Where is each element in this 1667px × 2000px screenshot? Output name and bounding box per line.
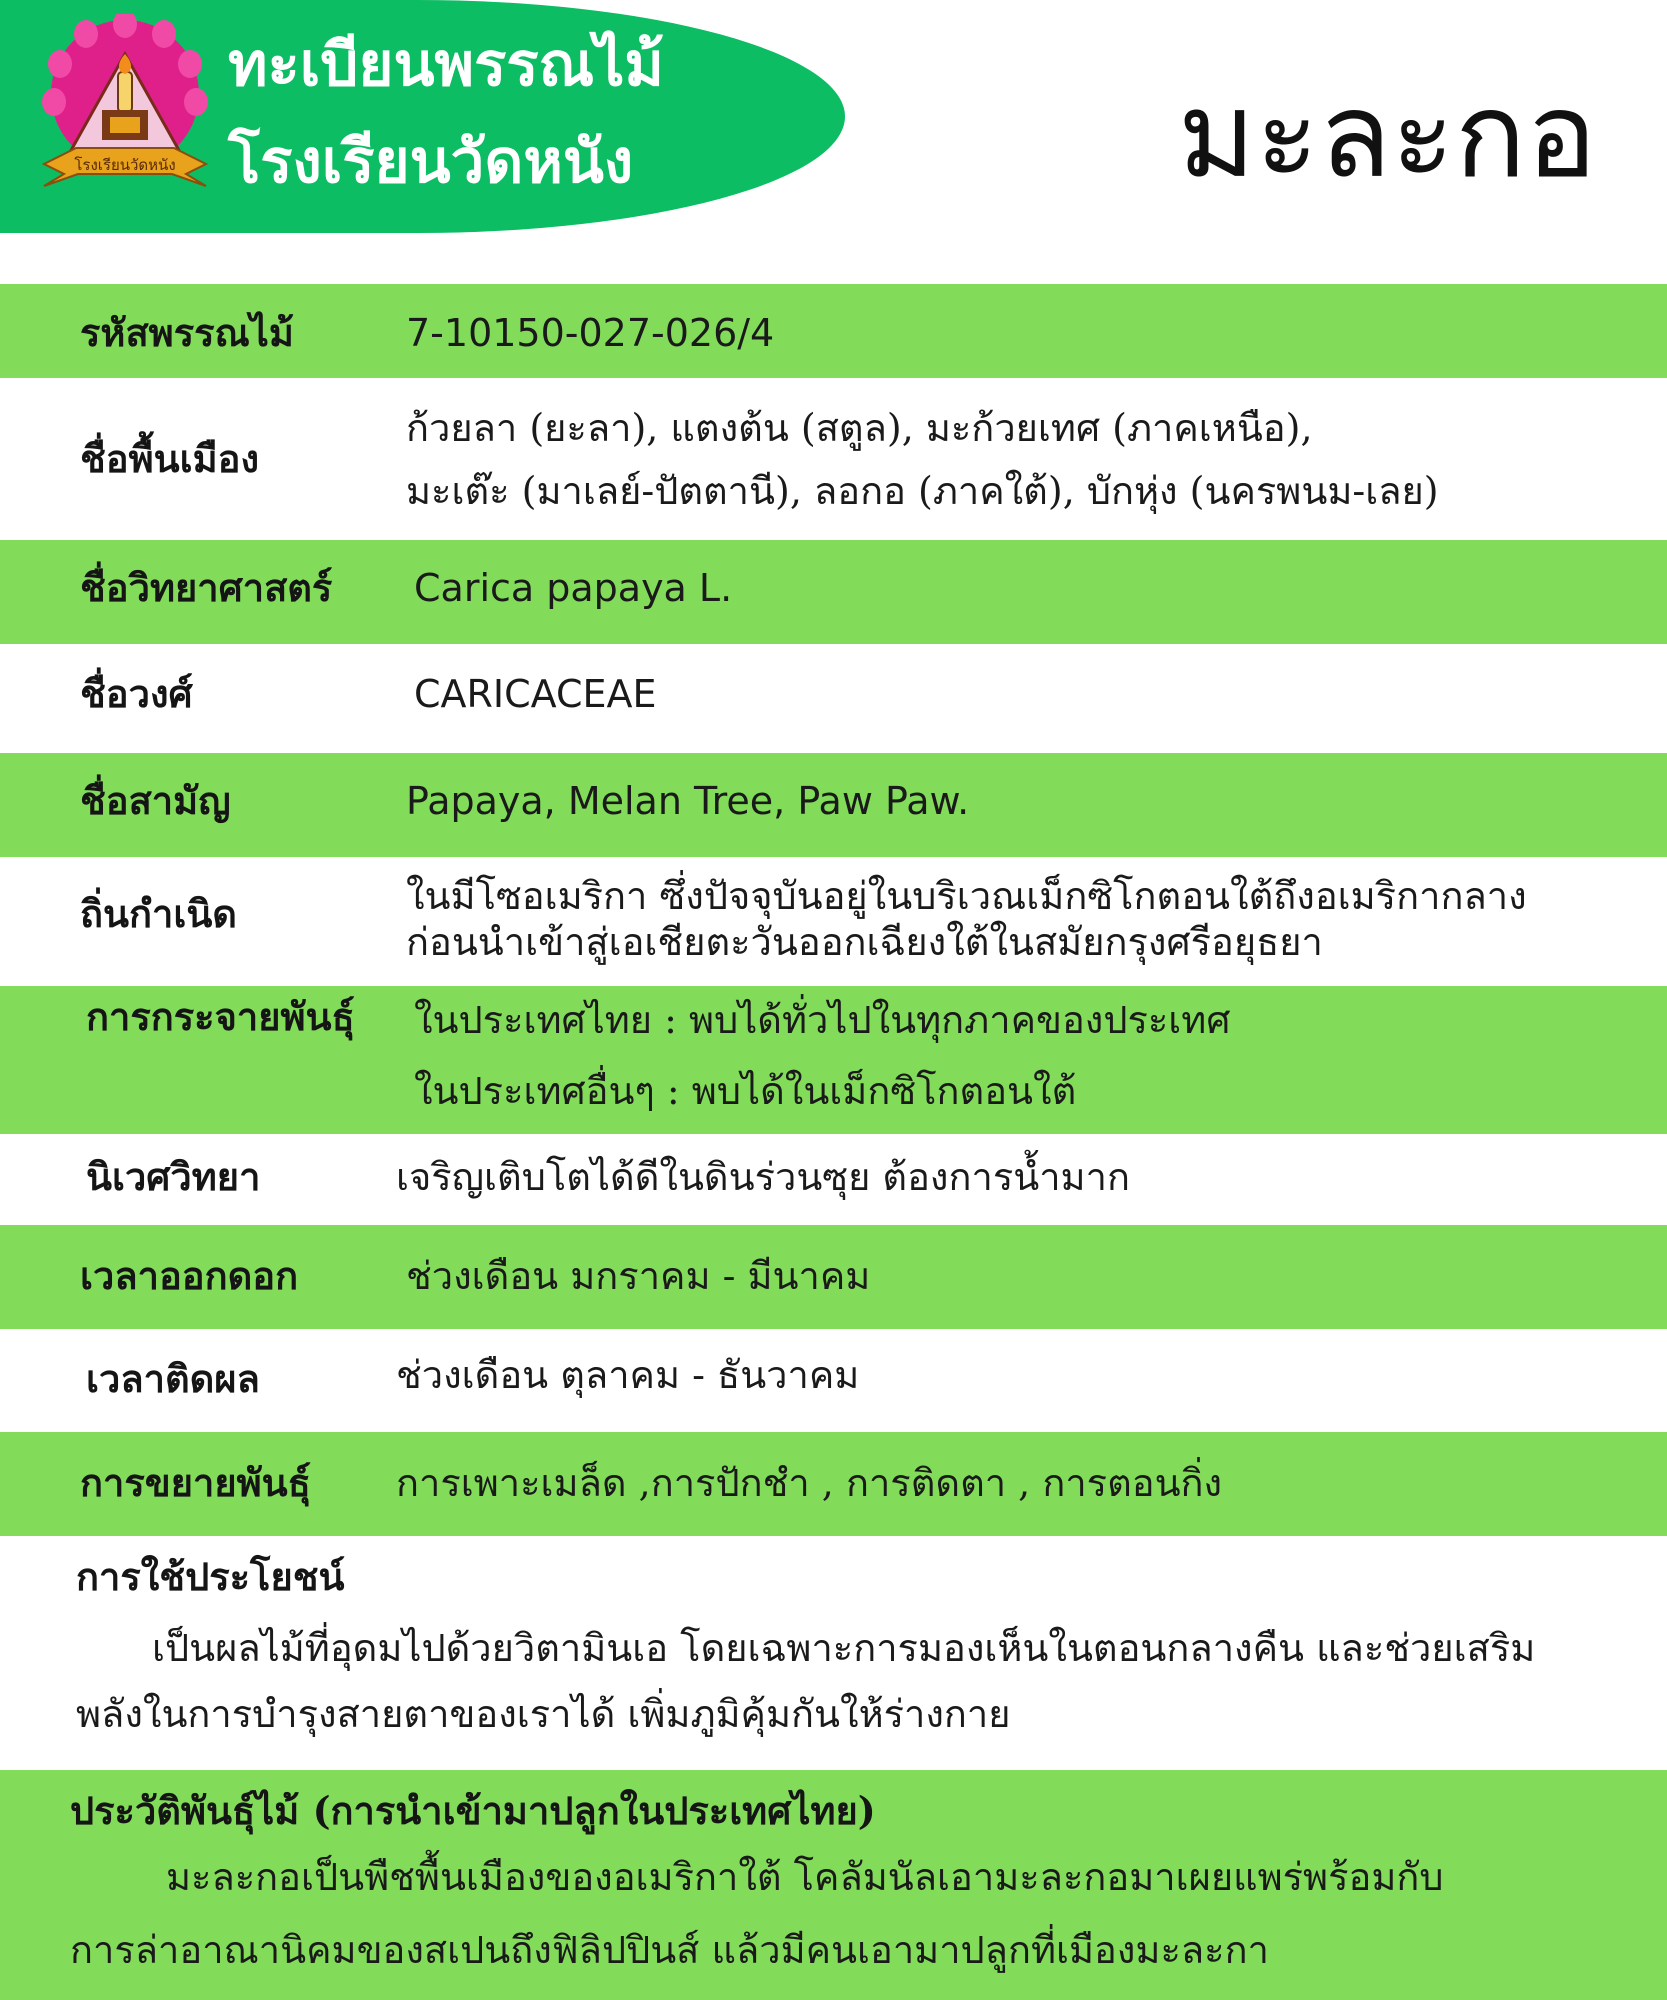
plant-name-title: มะละกอ [1177,66,1597,204]
label-origin: ถิ่นกำเนิด [80,891,237,936]
value-flowering-time: ช่วงเดือน มกราคม - มีนาคม [406,1254,871,1298]
value-family: CARICACEAE [414,672,657,716]
value-ecology: เจริญเติบโตได้ดีในดินร่วนซุย ต้องการน้ำมาก [396,1155,1130,1199]
history-text-line1: มะละกอเป็นพืชพื้นเมืองของอเมริกาใต้ โคลัมนัลเอามะละกอมาเผยแพร่พร้อมกับ [166,1855,1444,1899]
logo-text: โรงเรียนวัดหนัง [74,156,176,174]
value-local-name-line2: มะเต๊ะ (มาเลย์-ปัตตานี), ลอกอ (ภาคใต้), บักหุ่ง (นครพนม-เลย) [406,469,1439,513]
value-local-name-line1: ก้วยลา (ยะลา), แตงต้น (สตูล), มะก้วยเทศ (ภาคเหนือ), [406,406,1313,450]
label-distribution: การกระจายพันธุ์ [86,994,355,1039]
value-distribution-line1: ในประเทศไทย : พบได้ทั่วไปในทุกภาคของประเทศ [414,998,1231,1042]
history-text-line2: การล่าอาณานิคมของสเปนถึงฟิลิปปินส์ แล้วมีคนเอามาปลูกที่เมืองมะละกา [70,1928,1269,1972]
history-heading: ประวัติพันธุ์ไม้ (การนำเข้ามาปลูกในประเทศไทย) [70,1788,876,1833]
value-fruiting-time: ช่วงเดือน ตุลาคม - ธันวาคม [396,1353,860,1397]
school-name: โรงเรียนวัดหนัง [228,127,634,197]
label-scientific-name: ชื่อวิทยาศาสตร์ [80,565,333,610]
registry-title: ทะเบียนพรรณไม้ [228,30,664,100]
value-scientific-name: Carica papaya L. [414,566,733,610]
value-plant-code: 7-10150-027-026/4 [406,311,775,355]
label-plant-code: รหัสพรรณไม้ [80,310,294,355]
uses-heading: การใช้ประโยชน์ [76,1554,345,1599]
value-origin-line1: ในมีโซอเมริกา ซึ่งปัจจุบันอยู่ในบริเวณเม็กซิโกตอนใต้ถึงอเมริกากลาง [406,874,1527,918]
value-distribution-line2: ในประเทศอื่นๆ : พบได้ในเม็กซิโกตอนใต้ [414,1069,1077,1113]
label-fruiting-time: เวลาติดผล [86,1356,260,1401]
uses-text-line1: เป็นผลไม้ที่อุดมไปด้วยวิตามินเอ โดยเฉพาะการมองเห็นในตอนกลางคืน และช่วยเสริม [152,1626,1536,1670]
school-logo [36,14,214,210]
label-common-name: ชื่อสามัญ [80,778,231,823]
label-local-name: ชื่อพื้นเมือง [80,436,260,481]
label-family: ชื่อวงศ์ [80,671,193,716]
uses-text-line2: พลังในการบำรุงสายตาของเราได้ เพิ่มภูมิคุ้มกันให้ร่างกาย [76,1692,1011,1736]
label-flowering-time: เวลาออกดอก [80,1253,299,1298]
value-common-name: Papaya, Melan Tree, Paw Paw. [406,779,970,823]
label-propagation: การขยายพันธุ์ [80,1460,311,1505]
value-propagation: การเพาะเมล็ด ,การปักชำ , การติดตา , การตอนกิ่ง [396,1461,1223,1505]
label-ecology: นิเวศวิทยา [86,1154,261,1199]
value-origin-line2: ก่อนนำเข้าสู่เอเชียตะวันออกเฉียงใต้ในสมัยกรุงศรีอยุธยา [406,920,1323,964]
